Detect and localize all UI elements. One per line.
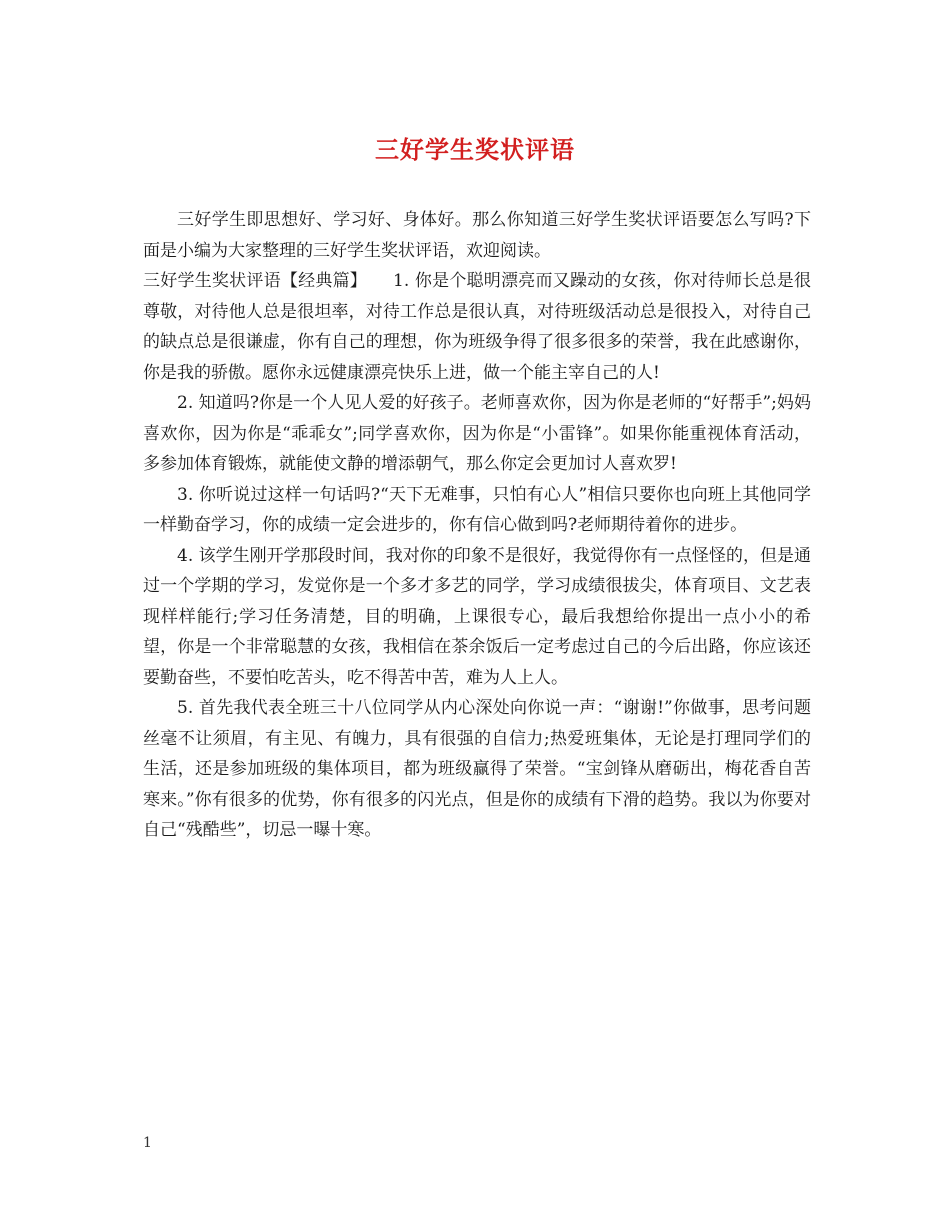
paragraph-item-4: 4. 该学生刚开学那段时间，我对你的印象不是很好，我觉得你有一点怪怪的，但是通过一个学期的学习，发觉你是一个多才多艺的同学，学习成绩很拔尖，体育项目、文艺表现样样能行;学习任务清楚，目的明确，上课很专心，最后我想给你提出一点小小的希望，你是一个非常聪慧的女孩，我相信在茶余饭后一定考虑过自己的今后出路，你应该还要勤奋些，不要怕吃苦头，吃不得苦中苦，难为人上人。 [143, 545, 811, 688]
paragraph-classic-1: 三好学生奖状评语【经典篇】 1. 你是个聪明漂亮而又躁动的女孩，你对待师长总是很尊敬，对待他人总是很坦率，对待工作总是很认真，对待班级活动总是很投入，对待自己的缺点总是很谦虚，你有自己的理想，你为班级争得了很多很多的荣誉，我在此感谢你，你是我的骄傲。愿你永远健康漂亮快乐上进，做一个能主宰自己的人! [143, 271, 811, 383]
paragraph-item-5: 5. 首先我代表全班三十八位同学从内心深处向你说一声：“谢谢!”你做事，思考问题丝毫不让须眉，有主见、有魄力，具有很强的自信力;热爱班集体，无论是打理同学们的生活，还是参加班级的集体项目，都为班级赢得了荣誉。“宝剑锋从磨砺出，梅花香自苦寒来。”你有很多的优势，你有很多的闪光点，但是你的成绩有下滑的趋势。我以为你要对自己“残酷些”，切忌一曝十寒。 [143, 698, 811, 840]
paragraph-item-2: 2. 知道吗?你是一个人见人爱的好孩子。老师喜欢你，因为你是老师的“好帮手”;妈妈喜欢你，因为你是“乖乖女”;同学喜欢你，因为你是“小雷锋”。如果你能重视体育活动，多参加体育锻炼，就能使文静的增添朝气，那么你定会更加讨人喜欢罗! [143, 393, 811, 474]
page-number: 1 [143, 1135, 152, 1151]
document-title: 三好学生奖状评语 [375, 135, 575, 164]
paragraph-intro: 三好学生即思想好、学习好、身体好。那么你知道三好学生奖状评语要怎么写吗?下面是小编为大家整理的三好学生奖状评语，欢迎阅读。 [143, 210, 811, 261]
paragraph-item-3: 3. 你听说过这样一句话吗?“天下无难事，只怕有心人”相信只要你也向班上其他同学一样勤奋学习，你的成绩一定会进步的，你有信心做到吗?老师期待着你的进步。 [143, 484, 811, 535]
document-body [143, 205, 811, 846]
